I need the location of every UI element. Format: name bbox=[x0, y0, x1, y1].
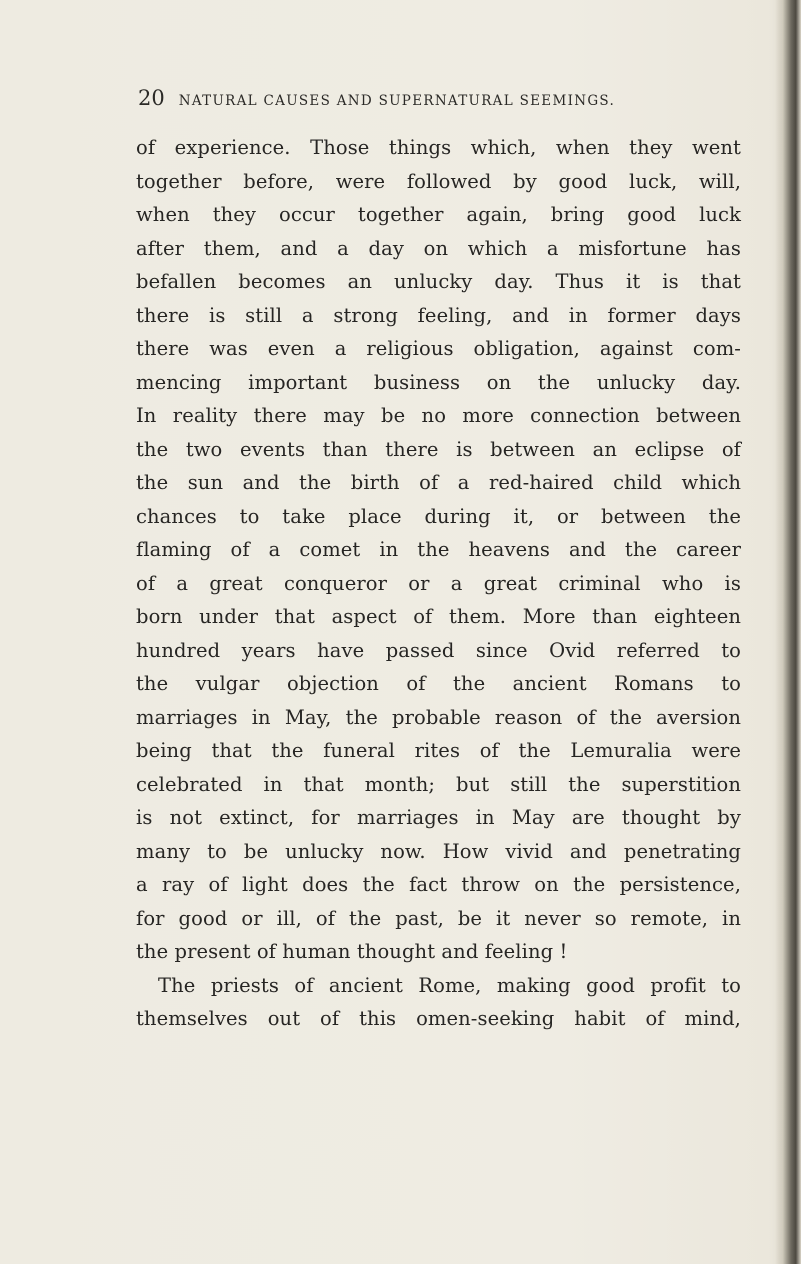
binding-edge-shadow bbox=[775, 0, 801, 1264]
text-line: is not extinct, for marriages in May are thought by bbox=[136, 806, 741, 829]
text-line: born under that aspect of them. More than eighteen bbox=[136, 605, 741, 628]
text-line: for good or ill, of the past, be it never so remote, in bbox=[136, 906, 741, 930]
running-title: NATURAL CAUSES AND SUPERNATURAL SEEMINGS. bbox=[178, 93, 616, 109]
text-line: after them, and a day on which a misfortune has bbox=[136, 236, 741, 260]
page-number: 20 bbox=[138, 86, 165, 110]
text-line: flaming of a comet in the heavens and the career bbox=[136, 538, 741, 561]
text-line: together before, were followed by good luck, will, bbox=[136, 169, 741, 193]
text-line: chances to take place during it, or between the bbox=[136, 504, 741, 528]
text-line: In reality there may be no more connection between bbox=[136, 404, 741, 427]
text-line: the sun and the birth of a red-haired child which bbox=[136, 471, 741, 494]
text-line: of experience. Those things which, when they went bbox=[136, 136, 741, 159]
text-line: a ray of light does the fact throw on the persistence, bbox=[136, 873, 741, 896]
text-line: celebrated in that month; but still the superstition bbox=[136, 772, 741, 796]
text-line: there is still a strong feeling, and in former days bbox=[136, 303, 741, 327]
body-text bbox=[136, 131, 741, 1036]
paragraph-end-line: the present of human thought and feeling ! bbox=[136, 940, 568, 963]
text-line: marriages in May, the probable reason of the aversion bbox=[136, 705, 741, 729]
text-line: when they occur together again, bring good luck bbox=[136, 203, 741, 226]
text-line: hundred years have passed since Ovid referred to bbox=[136, 638, 741, 662]
text-line: mencing important business on the unlucky day. bbox=[136, 370, 741, 394]
running-header bbox=[138, 86, 738, 110]
paragraph-start-line: The priests of ancient Rome, making good profit to bbox=[158, 973, 741, 997]
text-line: themselves out of this omen-seeking habit of mind, bbox=[136, 1007, 741, 1030]
text-line: the vulgar objection of the ancient Romans to bbox=[136, 672, 741, 695]
text-line: many to be unlucky now. How vivid and penetrating bbox=[136, 839, 741, 863]
text-line: the two events than there is between an eclipse of bbox=[136, 437, 741, 461]
text-line: there was even a religious obligation, against com- bbox=[136, 337, 741, 360]
text-line: being that the funeral rites of the Lemuralia were bbox=[136, 739, 741, 762]
text-line: befallen becomes an unlucky day. Thus it is that bbox=[136, 270, 741, 293]
text-line: of a great conqueror or a great criminal who is bbox=[136, 571, 741, 595]
